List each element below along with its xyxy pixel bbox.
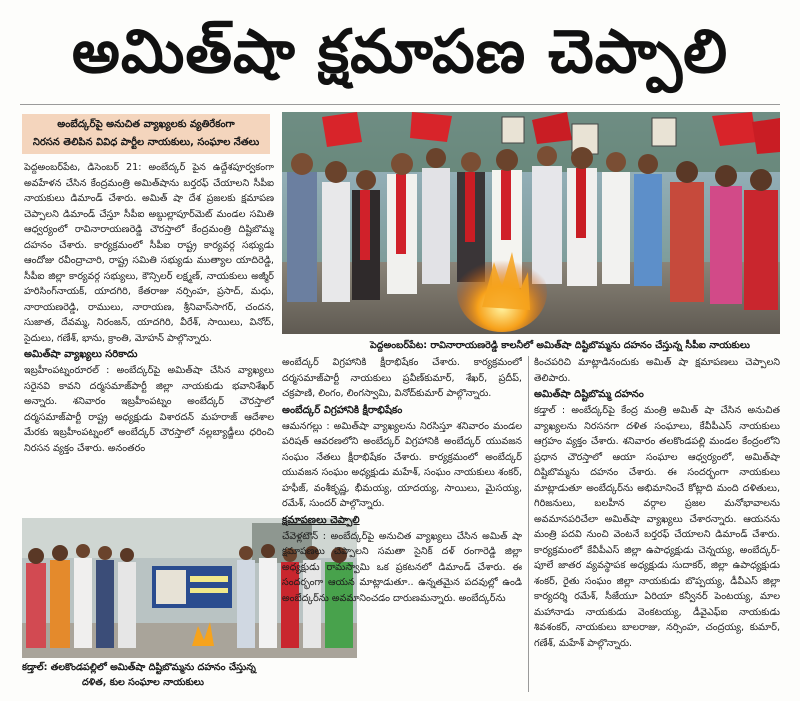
col3-paragraph-1: కించపరిచి మాట్లాడినందుకు అమిత్ షా క్షమాపణలు చెప్పాలని తెలిపారు. [534,357,780,384]
subhead-line-1: అంబేద్కర్‌పై అనుచిత వ్యాఖ్యలకు వ్యతిరేకంగా [57,119,235,130]
col1-subheading: అమిత్‌షా వ్యాఖ్యలు సరికాదు [24,349,138,360]
col1-paragraph-1: పెద్దఅంబర్‌పేట, డిసెంబర్ 21: అంబేద్కర్ పైన ఉద్దేశపూర్వకంగా అవహేళన చేసిన కేంద్రమంత్రి అమిత్‌షాను బర్తరఫ్ చేయాలని సీపీఐ నాయకులు డిమాండ్ చేశారు. అమిత్ షా దేశ ప్రజలకు క్షమాపణ చెప్పాలని డిమాండ్ చేస్తూ సీపీఐ అబ్దుల్లాపూర్‌మెట్ మండల సమితి ఆధ్వర్యంలో రావినారాయణరెడ్డి చౌరస్తాలో కేంద్రమంత్రి దిష్టిబొమ్మ దహనం చేశారు. కార్యక్రమంలో సీపీఐ రాష్ట్ర కార్యవర్గ సభ్యుడు ఆందోజు రవీంద్రాచారి, రాష్ట్ర సమితి సభ్యుడు ముత్యాల యాదిరెడ్డి, సీపీఐ జిల్లా కార్యవర్గ సభ్యులు, కౌన్సిలర్ లక్ష్మణ్, నాయకులు అజ్మీర్ హరిసింగ్‌నాయక్, యాదగిరి, కేతరాజు నర్సింహ, ప్రసాద్, మధు, నారాయణరెడ్డి, రాములు, నారాయణ, శ్రీనివాస్‌సాగర్, చందన, సుజాత, దేవమ్మ, నిరంజన్, యాదగిరి, వీరేశ్, సాయిలు, వినోద్, సైదులు, గణేశ్, భాను, క్రాంతి, మోహన్ పాల్గొన్నారు. [24,162,274,344]
top-protest-photo [282,112,780,334]
bottom-caption-line-1: కడ్తాల్: తలకొండపల్లిలో అమిత్‌షా దిష్టిబొమ్మను దహనం చేస్తున్న [22,662,256,673]
col2-paragraph-3: చేవెళ్లటౌన్ : అంబేద్కర్‌పై అనుచిత వ్యాఖ్యలు చేసిన అమిత్ షా క్షమాపణలు చెప్పాలని సమతా సైనిక్ దళ్ రంగారెడ్డి జిల్లా అధ్యక్షుడు రామస్వామి ఒక ప్రకటనలో డిమాండ్ చేశారు. ఈ సందర్భంగా ఆయన మాట్లాడుతూ.. ఉన్నతమైన పదవుల్లో ఉండి అంబేద్కర్‌ను అవమానించడం దారుణమన్నారు. అంబేద్కర్‌ను [282,530,522,604]
subhead-line-2: నిరసన తెలిపిన వివిధ పార్టీల నాయకులు, సంఘాల నేతలు [32,137,260,148]
column-divider [528,356,529,692]
col2-subheading-1: అంబేద్కర్ విగ్రహానికి క్షీరాభిషేకం [282,404,403,416]
subhead-box [22,114,270,154]
top-photo-caption: పెద్దఅంబర్‌పేట: రావినారాయణరెడ్డి కాలనీలో అమిత్‌షా దిష్టిబొమ్మను దహనం చేస్తున్న సీపీఐ నాయకులు [369,340,750,351]
col2-subheading-2: క్షమాపణలు చెప్పాలి [282,514,360,526]
headline-rule [20,104,780,105]
article-column-2 [282,355,522,693]
bottom-caption-line-2: దళిత, కుల సంఘాల నాయకులు [82,677,204,688]
col3-paragraph-2: కడ్తాల్ : అంబేద్కర్‌పై కేంద్ర మంత్రి అమిత్ షా చేసిన అనుచిత వ్యాఖ్యలను నిరసనగా దళిత సంఘాలు, కేవీపీఎస్ నాయకులు ఆగ్రహం వ్యక్తం చేశారు. శనివారం తలకొండపల్లి మండల కేంద్రంలోని ప్రధాన చౌరస్తాలో ఆయా సంఘాల ఆధ్వర్యంలో, అమిత్‌షా దిష్టిబొమ్మను దహనం చేశారు. ఈ సందర్భంగా నాయకులు మాట్లాడుతూ అంబేద్కర్‌ను అభిమానించే కోట్లాది మంది దళితులు, గిరిజనులు, బలహీన వర్గాల ప్రజల మనోభావాలను అవమానపరిచేలా అమిత్‌షా వ్యాఖ్యలు చేశారన్నారు. ఆయనను మంత్రి పదవి నుంచి వెంటనే బర్తరఫ్ చేయాలని డిమాండ్ చేశారు. కార్యక్రమంలో కేవీపీఎస్ జిల్లా ఉపాధ్యక్షుడు చెన్నయ్య, అంబేద్కర్-పూలే జాతర వ్యవస్థాపక అధ్యక్షుడు సుదాకర్, జిల్లా ఉపాధ్యక్షుడు శంకర్, రైతు సంఘం జిల్లా నాయకుడు బొప్పయ్య, డీవీఎస్ జిల్లా కార్యదర్శి రమేశ్, సీజేయూ ఏరియా కన్వీనర్ పెంటయ్య, మాల మహానాడు నాయకుడు వెంకటయ్య, డీవైఎఫ్ఐ నాయకుడు శివశంకర్, నాయకులు బాలరాజు, నర్సింహ, చంద్రయ్య, కుమార్, గణేశ్, మహేశ్ పాల్గొన్నారు. [534,405,780,649]
col2-paragraph-2: ఆమనగల్లు : అమిత్‌షా వ్యాఖ్యలను నిరసిస్తూ శనివారం మండల పరిషత్ ఆవరణలోని అంబేద్కర్ విగ్రహానికి అంబేద్కర్ యువజన సంఘం నేతలు క్షీరాభిషేకం చేశారు. కార్యక్రమంలో అంబేద్కర్ యువజన సంఘం అధ్యక్షుడు మహేశ్, సంఘం నాయకులు శంకర్, హఫీజ్, వంశీకృష్ణ, భీమయ్య, యాదయ్య, సాయిలు, మైసయ్య, రమేశ్, సుందర్ పాల్గొన్నారు. [282,420,522,509]
col3-subheading: అమిత్‌షా దిష్టిబొమ్మ దహనం [534,389,644,400]
col1-paragraph-2: ఇబ్రహీంపట్నంరూరల్ : అంబేద్కర్‌పై అమిత్‌షా చేసిన వ్యాఖ్యలు సరైనవి కావని దర్మసమాజ్‌పార్టీ జిల్లా నాయకుడు భవానిశేఖర్ అన్నారు. శనివారం ఇబ్రహీంపట్నం అంబేద్కర్ చౌరస్తాలో దర్మసమాజ్‌పార్టీ రాష్ట్ర అధ్యక్షుడు విశారదన్ మహరాజ్ ఆదేశాల మేరకు ఇబ్రహీంపట్నంలో అంబేద్కర్ చౌరస్తాలో నల్లబ్యాడ్జీలు ధరించి నిరసన వ్యక్తం చేశారు. అనంతరం [24,365,274,454]
article-column-1 [24,160,274,520]
headline: అమిత్‌షా క్షమాపణ చెప్పాలి [71,17,729,87]
article-column-3 [534,355,780,693]
col2-paragraph-1: అంబేద్కర్ విగ్రహానికి క్షీరాభిషేకం చేశారు. కార్యక్రమంలో దర్మసమాజ్‌పార్టీ నాయకులు ప్రవీణ్‌కుమార్, శేఖర్, ప్రదీప్, చక్రపాణి, లింగం, లింగస్వామి, వినోద్‌కుమార్ పాల్గొన్నారు. [282,357,522,399]
